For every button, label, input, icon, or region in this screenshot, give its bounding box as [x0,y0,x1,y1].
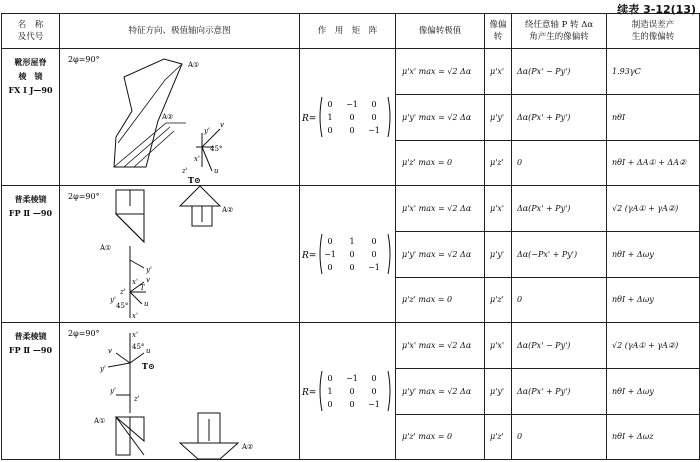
svg-text:T⊙: T⊙ [188,175,201,185]
svg-text:45°: 45° [132,343,145,351]
extreme-value: μ'y' max = √2 Δα [396,232,485,277]
error-deflection: nθⅠ + Δωy [607,277,700,322]
matrix-cell: 0 [349,263,355,272]
svg-text:y': y' [100,365,106,373]
svg-text:A①: A① [100,244,112,252]
svg-text:v: v [146,276,150,284]
svg-text:x': x' [132,312,138,320]
svg-text:x': x' [132,331,138,339]
rotation-deflection: Δα(Px' − Py') [512,323,607,369]
matrix-cell: 0 [349,400,355,409]
svg-text:A②: A② [162,113,174,121]
matrix-cell: 0 [349,250,355,259]
svg-text:x': x' [132,278,138,286]
header-error: 制造误差产 生的像偏转 [607,14,700,49]
prism-diagram [60,323,300,460]
matrix-cell: −1 [324,250,336,259]
rotation-deflection: 0 [512,414,607,459]
error-deflection: nθⅠ [607,95,700,140]
svg-text:y': y' [146,266,152,274]
header-row [2,14,700,49]
matrix-cell: 0 [371,387,377,396]
header-name: 名 称 及代号 [2,14,60,49]
action-matrix [300,49,396,186]
extreme-value: μ'y' max = √2 Δα [396,369,485,414]
header-extreme: 像偏转极值 [396,14,485,49]
deflection-axis: μ'y' [485,95,512,140]
extreme-value: μ'z' max = 0 [396,277,485,322]
svg-text:R=: R= [302,388,317,398]
matrix-cell: 0 [371,113,377,122]
error-deflection: nθⅠ + Δωy [607,232,700,277]
svg-text:u: u [144,300,149,308]
rotation-deflection: Δα(Px' + Py') [512,369,607,414]
angle-label: 2φ=90° [68,192,100,201]
matrix-cell: 0 [327,126,333,135]
prism-diagram [60,49,300,186]
matrix-cell: −1 [368,400,380,409]
matrix-cell: −1 [346,374,358,383]
svg-text:A①: A① [94,417,106,425]
svg-text:T⊙: T⊙ [142,361,155,371]
svg-text:A②: A② [222,206,234,214]
matrix-cell: 0 [327,100,333,109]
rotation-deflection: 0 [512,277,607,322]
deflection-axis: μ'z' [485,277,512,322]
matrix-cell: 0 [371,374,377,383]
error-deflection: nθⅠ + Δωz [607,414,700,459]
rotation-deflection: 0 [512,140,607,185]
rotation-deflection: Δα(−Px' + Py') [512,232,607,277]
svg-text:y': y' [204,127,210,135]
matrix-cell: 1 [349,237,355,246]
svg-text:x': x' [194,155,200,163]
matrix-cell: 0 [327,263,333,272]
svg-text:u: u [146,347,151,355]
svg-text:z': z' [134,395,140,403]
matrix-cell: −1 [346,100,358,109]
svg-text:45°: 45° [116,302,129,310]
rotation-deflection: Δα(Px' − Py') [512,49,607,95]
svg-text:z': z' [182,167,188,175]
header-diagram: 特征方向、极值轴向示意图 [60,14,300,49]
angle-label: 2φ=90° [68,329,100,338]
action-matrix [300,323,396,460]
matrix-cell: 1 [327,387,333,396]
svg-text:v: v [108,347,112,355]
svg-text:T: T [140,284,145,292]
extreme-value: μ'x' max = √2 Δα [396,49,485,95]
matrix-cell: 0 [349,387,355,396]
error-deflection: √2 (γA① + γA②) [607,323,700,369]
prism-name: 靴形屋脊 棱 镜 FX Ⅰ J—90 [2,49,60,186]
matrix-cell: 0 [327,400,333,409]
deflection-axis: μ'z' [485,140,512,185]
error-deflection: nθⅠ + ΔA① + ΔA② [607,140,700,185]
deflection-axis: μ'x' [485,323,512,369]
error-deflection: 1.93γC [607,49,700,95]
table-row [2,186,700,232]
header-deflection: 像偏转 [485,14,512,49]
extreme-value: μ'x' max = √2 Δα [396,186,485,232]
svg-text:z': z' [120,288,126,296]
header-rotation: 绕任意轴 P 转 Δα 角产生的像偏转 [512,14,607,49]
matrix-cell: 0 [327,237,333,246]
prism-diagram [60,186,300,323]
matrix-cell: 0 [349,126,355,135]
matrix-cell: −1 [368,263,380,272]
table-caption: 续表 3-12(13) [617,3,696,16]
svg-text:R=: R= [302,251,317,261]
error-deflection: √2 (γA① + γA②) [607,186,700,232]
prism-name: 普柔棱镜 FP Ⅱ —90 [2,323,60,460]
table-row [2,323,700,369]
svg-text:v: v [220,121,224,129]
action-matrix [300,186,396,323]
svg-text:R=: R= [302,114,317,124]
svg-text:y': y' [110,296,116,304]
matrix-cell: 0 [371,250,377,259]
matrix-cell: 0 [371,237,377,246]
svg-text:A②: A② [242,443,254,451]
extreme-value: μ'y' max = √2 Δα [396,95,485,140]
svg-text:45°: 45° [210,145,223,153]
matrix-cell: 0 [371,100,377,109]
table-row [2,49,700,95]
extreme-value: μ'x' max = √2 Δα [396,323,485,369]
rotation-deflection: Δα(Px' + Py') [512,95,607,140]
matrix-cell: 0 [349,113,355,122]
deflection-axis: μ'y' [485,369,512,414]
error-deflection: nθⅠ + Δωy [607,369,700,414]
rotation-deflection: Δα(Px' + Py') [512,186,607,232]
svg-text:y': y' [110,387,116,395]
deflection-axis: μ'x' [485,49,512,95]
prism-table [1,13,700,460]
matrix-cell: −1 [368,126,380,135]
svg-text:A①: A① [188,61,200,69]
extreme-value: μ'z' max = 0 [396,140,485,185]
matrix-cell: 0 [327,374,333,383]
deflection-axis: μ'x' [485,186,512,232]
prism-name: 普柔棱镜 FP Ⅱ —90 [2,186,60,323]
header-matrix: 作 用 矩 阵 [300,14,396,49]
svg-text:u: u [214,167,219,175]
deflection-axis: μ'y' [485,232,512,277]
matrix-cell: 1 [327,113,333,122]
deflection-axis: μ'z' [485,414,512,459]
extreme-value: μ'z' max = 0 [396,414,485,459]
angle-label: 2φ=90° [68,55,100,64]
